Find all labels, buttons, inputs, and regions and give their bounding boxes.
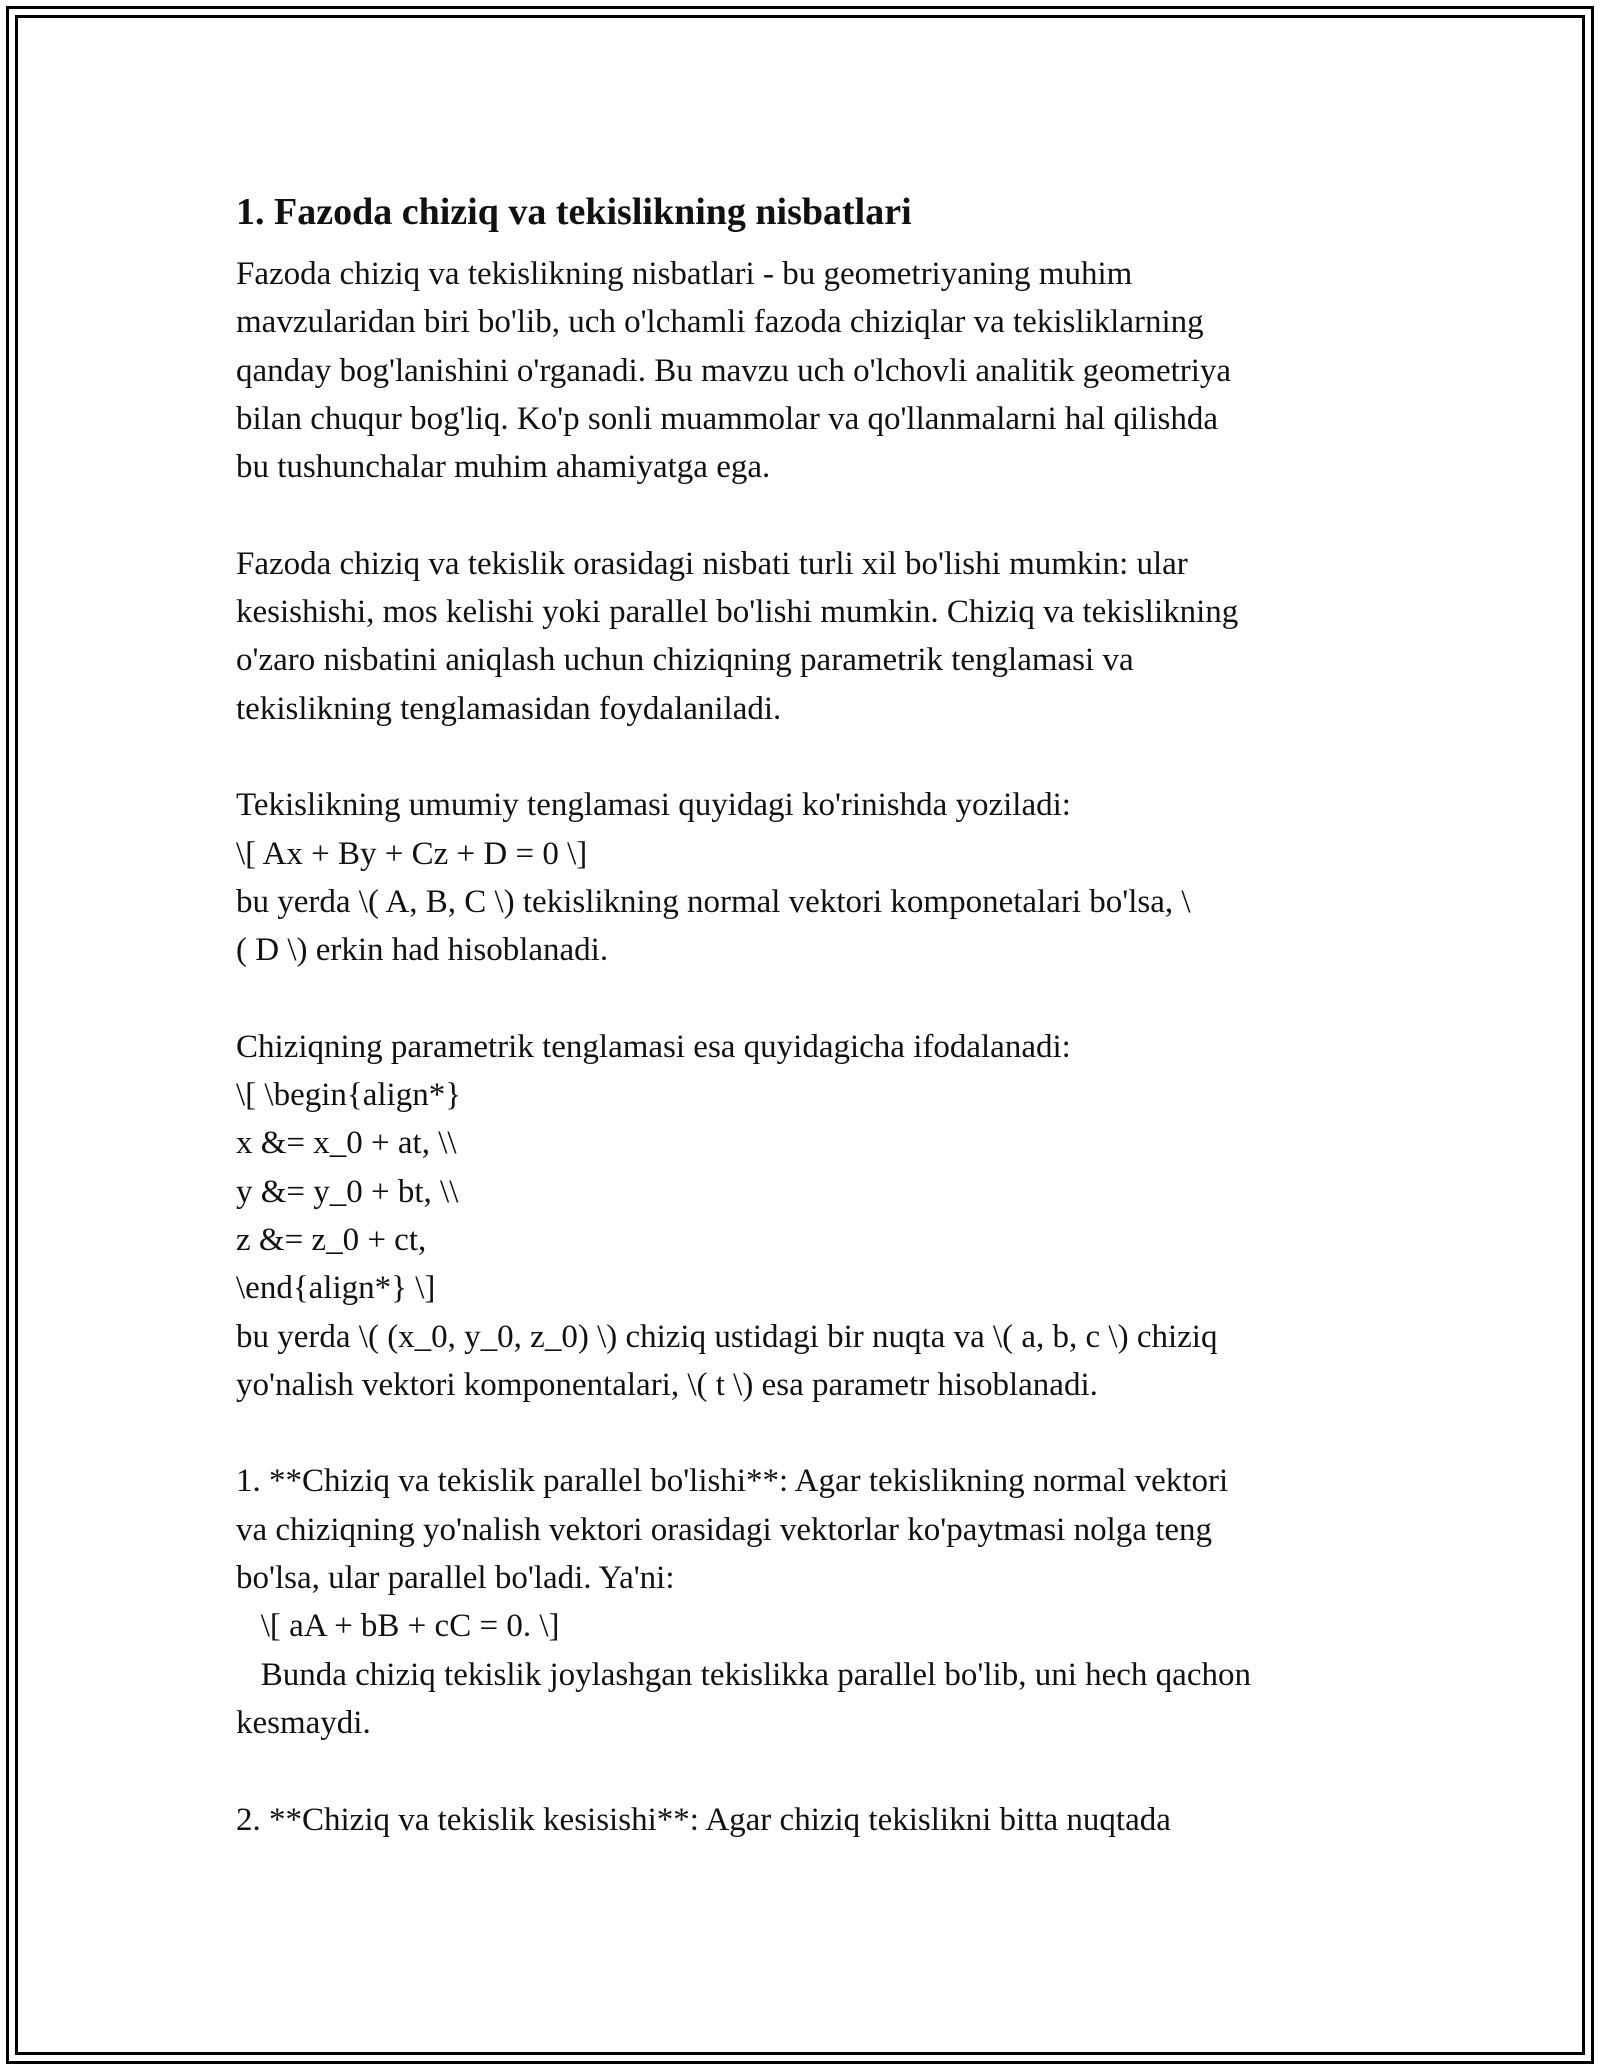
document-body [236,188,1376,1892]
text-line: Fazoda chiziq va tekislikning nisbatlari - bu geometriyaning muhim [236,256,1133,292]
text-line: 2. **Chiziq va tekislik kesisishi**: Agar chiziq tekislikni bitta nuqtada [236,1801,1171,1838]
section-heading: 1. Fazoda chiziq va tekislikning nisbatlari [236,191,912,233]
text-line: va chiziqning yo'nalish vektori orasidagi vektorlar ko'paytmasi nolga teng [236,1511,1212,1548]
text-line: 1. **Chiziq va tekislik parallel bo'lishi**: Agar tekislikning normal vektori [236,1463,1229,1500]
paragraph-plane-equation [236,781,1376,974]
equation-line: z &= z_0 + ct, [236,1221,427,1258]
equation-line: \[ Ax + By + Cz + D = 0 \] [236,835,588,872]
paragraph-line-equation [236,1023,1376,1409]
equation-line: \[ aA + bB + cC = 0. \] [236,1608,560,1645]
equation-line: \[ \begin{align*} [236,1077,462,1114]
list-item-intersect [236,1796,1376,1844]
text-line: bilan chuqur bog'liq. Ko'p sonli muammolar va qo'llanmalarni hal qilishda [236,400,1218,437]
text-line: ( D \) erkin had hisoblanadi. [236,932,609,969]
text-line: bu yerda \( (x_0, y_0, z_0) \) chiziq ustidagi bir nuqta va \( a, b, c \) chiziq [236,1318,1218,1355]
text-line: o'zaro nisbatini aniqlash uchun chiziqning parametrik tenglamasi va [236,642,1134,679]
text-line: kesishishi, mos kelishi yoki parallel bo'lishi mumkin. Chiziq va tekislikning [236,594,1239,631]
text-line: kesmaydi. [236,1704,371,1741]
paragraph-intro [236,250,1376,491]
text-line: Bunda chiziq tekislik joylashgan tekislikka parallel bo'lib, uni hech qachon [236,1656,1251,1693]
text-line: Chiziqning parametrik tenglamasi esa quyidagicha ifodalanadi: [236,1028,1071,1065]
text-line: bo'lsa, ular parallel bo'ladi. Ya'ni: [236,1560,675,1597]
text-line: Fazoda chiziq va tekislik orasidagi nisbati turli xil bo'lishi mumkin: ular [236,545,1188,582]
paragraph-relations [236,540,1376,733]
text-line: mavzularidan biri bo'lib, uch o'lchamli fazoda chiziqlar va tekisliklarning [236,304,1204,341]
equation-line: \end{align*} \] [236,1270,436,1307]
text-line: yo'nalish vektori komponentalari, \( t \) esa parametr hisoblanadi. [236,1366,1098,1403]
text-line: bu yerda \( A, B, C \) tekislikning normal vektori komponetalari bo'lsa, \ [236,883,1191,920]
list-item-parallel [236,1457,1376,1747]
equation-line: x &= x_0 + at, \\ [236,1125,457,1162]
equation-line: y &= y_0 + bt, \\ [236,1173,459,1210]
text-line: tekislikning tenglamasidan foydalaniladi. [236,690,782,727]
text-line: qanday bog'lanishini o'rganadi. Bu mavzu uch o'lchovli analitik geometriya [236,352,1232,389]
text-line: bu tushunchalar muhim ahamiyatga ega. [236,449,771,486]
text-line: Tekislikning umumiy tenglamasi quyidagi ko'rinishda yoziladi: [236,787,1071,824]
